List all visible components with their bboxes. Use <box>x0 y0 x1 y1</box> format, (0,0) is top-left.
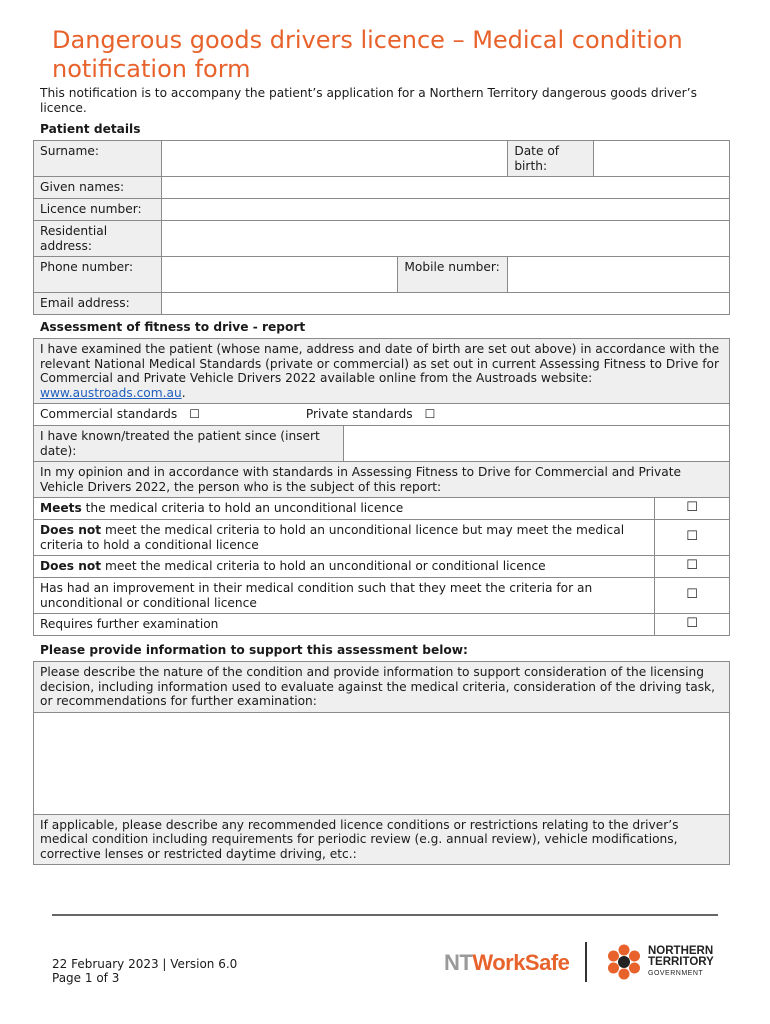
worksafe-logo: NTWorkSafe <box>444 950 570 975</box>
assessment-heading: Assessment of fitness to drive - report <box>40 320 306 334</box>
option-meets: Meets the medical criteria to hold an unconditional licence <box>34 498 655 520</box>
mobile-field[interactable] <box>508 257 730 293</box>
option-does-not-meet-checkbox[interactable]: ☐ <box>655 556 730 578</box>
email-field[interactable] <box>161 293 729 315</box>
given-names-field[interactable] <box>161 177 729 199</box>
phone-field[interactable] <box>161 257 398 293</box>
private-standards-label: Private standards <box>305 407 413 421</box>
commercial-standards-label: Commercial standards <box>40 407 178 421</box>
support-heading: Please provide information to support this assessment below: <box>40 643 468 657</box>
patient-details-heading: Patient details <box>40 122 141 136</box>
logo-divider <box>585 942 587 982</box>
given-names-label: Given names: <box>34 177 162 199</box>
licence-number-field[interactable] <box>161 199 729 221</box>
austroads-link[interactable]: www.austroads.com.au <box>40 385 182 400</box>
phone-label: Phone number: <box>34 257 162 293</box>
option-conditional-checkbox[interactable]: ☐ <box>655 520 730 556</box>
opinion-statement: In my opinion and in accordance with standards in Assessing Fitness to Drive for Commercial and Private Vehicle Drivers 2022, the person who is the subject of this report: <box>34 462 730 498</box>
surname-label: Surname: <box>34 141 162 177</box>
option-meets-checkbox[interactable]: ☐ <box>655 498 730 520</box>
page-title: Dangerous goods drivers licence – Medical condition notification form <box>52 26 683 83</box>
examination-statement: I have examined the patient (whose name, address and date of birth are set out above) in accordance with the relevant National Medical Standards (private or commercial) as set out in current Assessing Fitness to Drive for Commercial and Private Vehicle Drivers 2022 available online from the Austroads website: www.austroads.com.au. <box>34 339 730 404</box>
dob-label: Date of birth: <box>508 141 594 177</box>
nt-government-wordmark: NORTHERN TERRITORY GOVERNMENT <box>648 945 714 977</box>
option-improvement-checkbox[interactable]: ☐ <box>655 578 730 614</box>
licence-number-label: Licence number: <box>34 199 162 221</box>
footer-info <box>52 957 237 985</box>
support-table <box>33 661 730 865</box>
intro-text: This notification is to accompany the patient’s application for a Northern Territory dangerous goods driver’s licence. <box>40 86 697 115</box>
address-label: Residential address: <box>34 221 162 257</box>
standards-row <box>34 404 730 426</box>
licence-conditions-prompt: If applicable, please describe any recommended licence conditions or restrictions relating to the driver’s medical condition including requirements for periodic review (e.g. annual review), vehicle modifications, corrective lenses or restricted daytime driving, etc.: <box>34 814 730 865</box>
option-improvement: Has had an improvement in their medical condition such that they meet the criteria for an unconditional or conditional licence <box>34 578 655 614</box>
dob-field[interactable] <box>594 141 730 177</box>
footer-page-number: Page 1 of 3 <box>52 971 120 985</box>
email-label: Email address: <box>34 293 162 315</box>
footer-divider <box>52 914 718 916</box>
option-further-exam: Requires further examination <box>34 614 655 636</box>
assessment-table <box>33 338 730 636</box>
known-since-label: I have known/treated the patient since (insert date): <box>34 426 344 462</box>
option-conditional: Does not meet the medical criteria to hold an unconditional licence but may meet the medical criteria to hold a conditional licence <box>34 520 655 556</box>
describe-condition-field[interactable] <box>34 712 730 814</box>
option-further-exam-checkbox[interactable]: ☐ <box>655 614 730 636</box>
patient-details-table <box>33 140 730 315</box>
commercial-standards-checkbox[interactable]: ☐ <box>189 407 200 421</box>
address-field[interactable] <box>161 221 729 257</box>
known-since-field[interactable] <box>343 426 729 462</box>
surname-field[interactable] <box>161 141 507 177</box>
mobile-label: Mobile number: <box>398 257 508 293</box>
footer-date-version: 22 February 2023 | Version 6.0 <box>52 957 238 971</box>
private-standards-checkbox[interactable]: ☐ <box>424 407 436 421</box>
describe-condition-prompt: Please describe the nature of the condition and provide information to support consideration of the licensing decision, including information used to evaluate against the medical criteria, consideration of the driving task, or recommendations for further examination: <box>34 662 730 713</box>
option-does-not-meet: Does not meet the medical criteria to hold an unconditional or conditional licence <box>34 556 655 578</box>
